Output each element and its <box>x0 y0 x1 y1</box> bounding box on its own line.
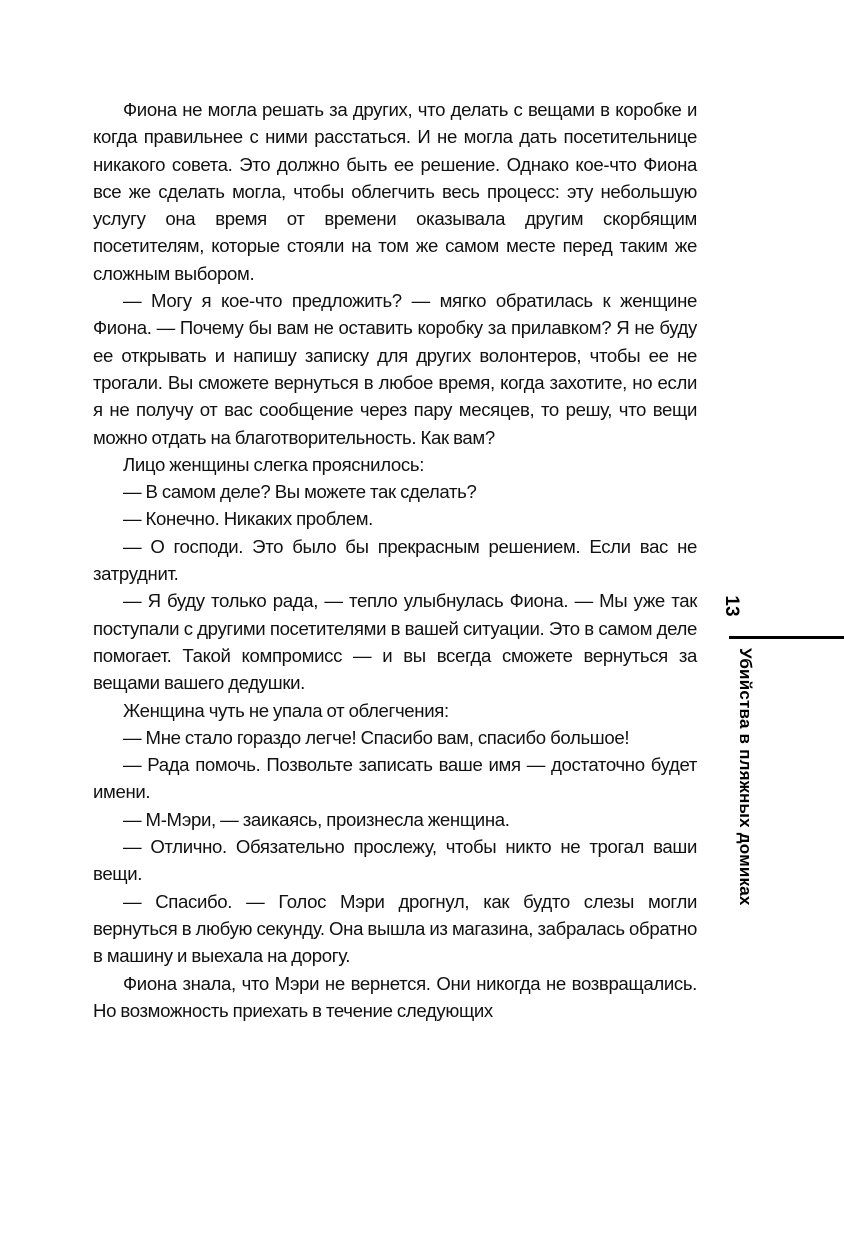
paragraph: — Рада помочь. Позвольте записать ваше имя — достаточно будет имени. <box>93 754 697 803</box>
running-title-divider <box>729 636 844 639</box>
paragraph: — М-Мэри, — заикаясь, произнесла женщина. <box>123 808 510 830</box>
paragraph: Фиона не могла решать за других, что делать с вещами в коробке и когда правильнее с ними расстаться. И не могла дать посетительнице никакого совета. Это должно быть ее решение. Однако кое-что Фиона все же сделать могла, чтобы облегчить весь процесс: эту небольшую услугу она время от времени оказывала другим скорбящим посетителям, которые стояли на том же самом месте перед таким же сложным выбором. <box>93 99 697 284</box>
paragraph: Лицо женщины слегка прояснилось: <box>123 453 425 475</box>
paragraph: — Спасибо. — Голос Мэри дрогнул, как будто слезы могли вернуться в любую секунду. Она вышла из магазина, забралась обратно в машину и выехала на дорогу. <box>93 890 697 967</box>
page-body-text <box>93 96 697 1024</box>
page-number: 13 <box>721 595 742 617</box>
paragraph: — В самом деле? Вы можете так сделать? <box>123 481 477 503</box>
paragraph: — Мне стало гораздо легче! Спасибо вам, спасибо большое! <box>123 726 630 748</box>
paragraph: — Могу я кое-что предложить? — мягко обратилась к женщине Фиона. — Почему бы вам не оставить коробку за прилавком? Я не буду ее открывать и напишу записку для других волонтеров, чтобы ее не трогали. Вы сможете вернуться в любое время, когда захотите, но если я не получу от вас сообщение через пару месяцев, то решу, что вещи можно отдать на благотворительность. Как вам? <box>93 290 697 448</box>
paragraph: Женщина чуть не упала от облегчения: <box>123 699 449 721</box>
running-title: Убийства в пляжных домиках <box>736 648 755 906</box>
paragraph: — О господи. Это было бы прекрасным решением. Если вас не затруднит. <box>93 535 697 585</box>
paragraph: — Отлично. Обязательно прослежу, чтобы никто не трогал ваши вещи. <box>93 836 697 885</box>
paragraph: — Конечно. Никаких проблем. <box>123 508 373 530</box>
paragraph: — Я буду только рада, — тепло улыбнулась Фиона. — Мы уже так поступали с другими посетителями в вашей ситуации. Это в самом деле помогает. Такой компромисс — и вы всегда сможете вернуться за вещами вашего дедушки. <box>93 590 697 694</box>
paragraph: Фиона знала, что Мэри не вернется. Они никогда не возвращались. Но возможность приехать в течение следующих <box>93 972 697 1021</box>
